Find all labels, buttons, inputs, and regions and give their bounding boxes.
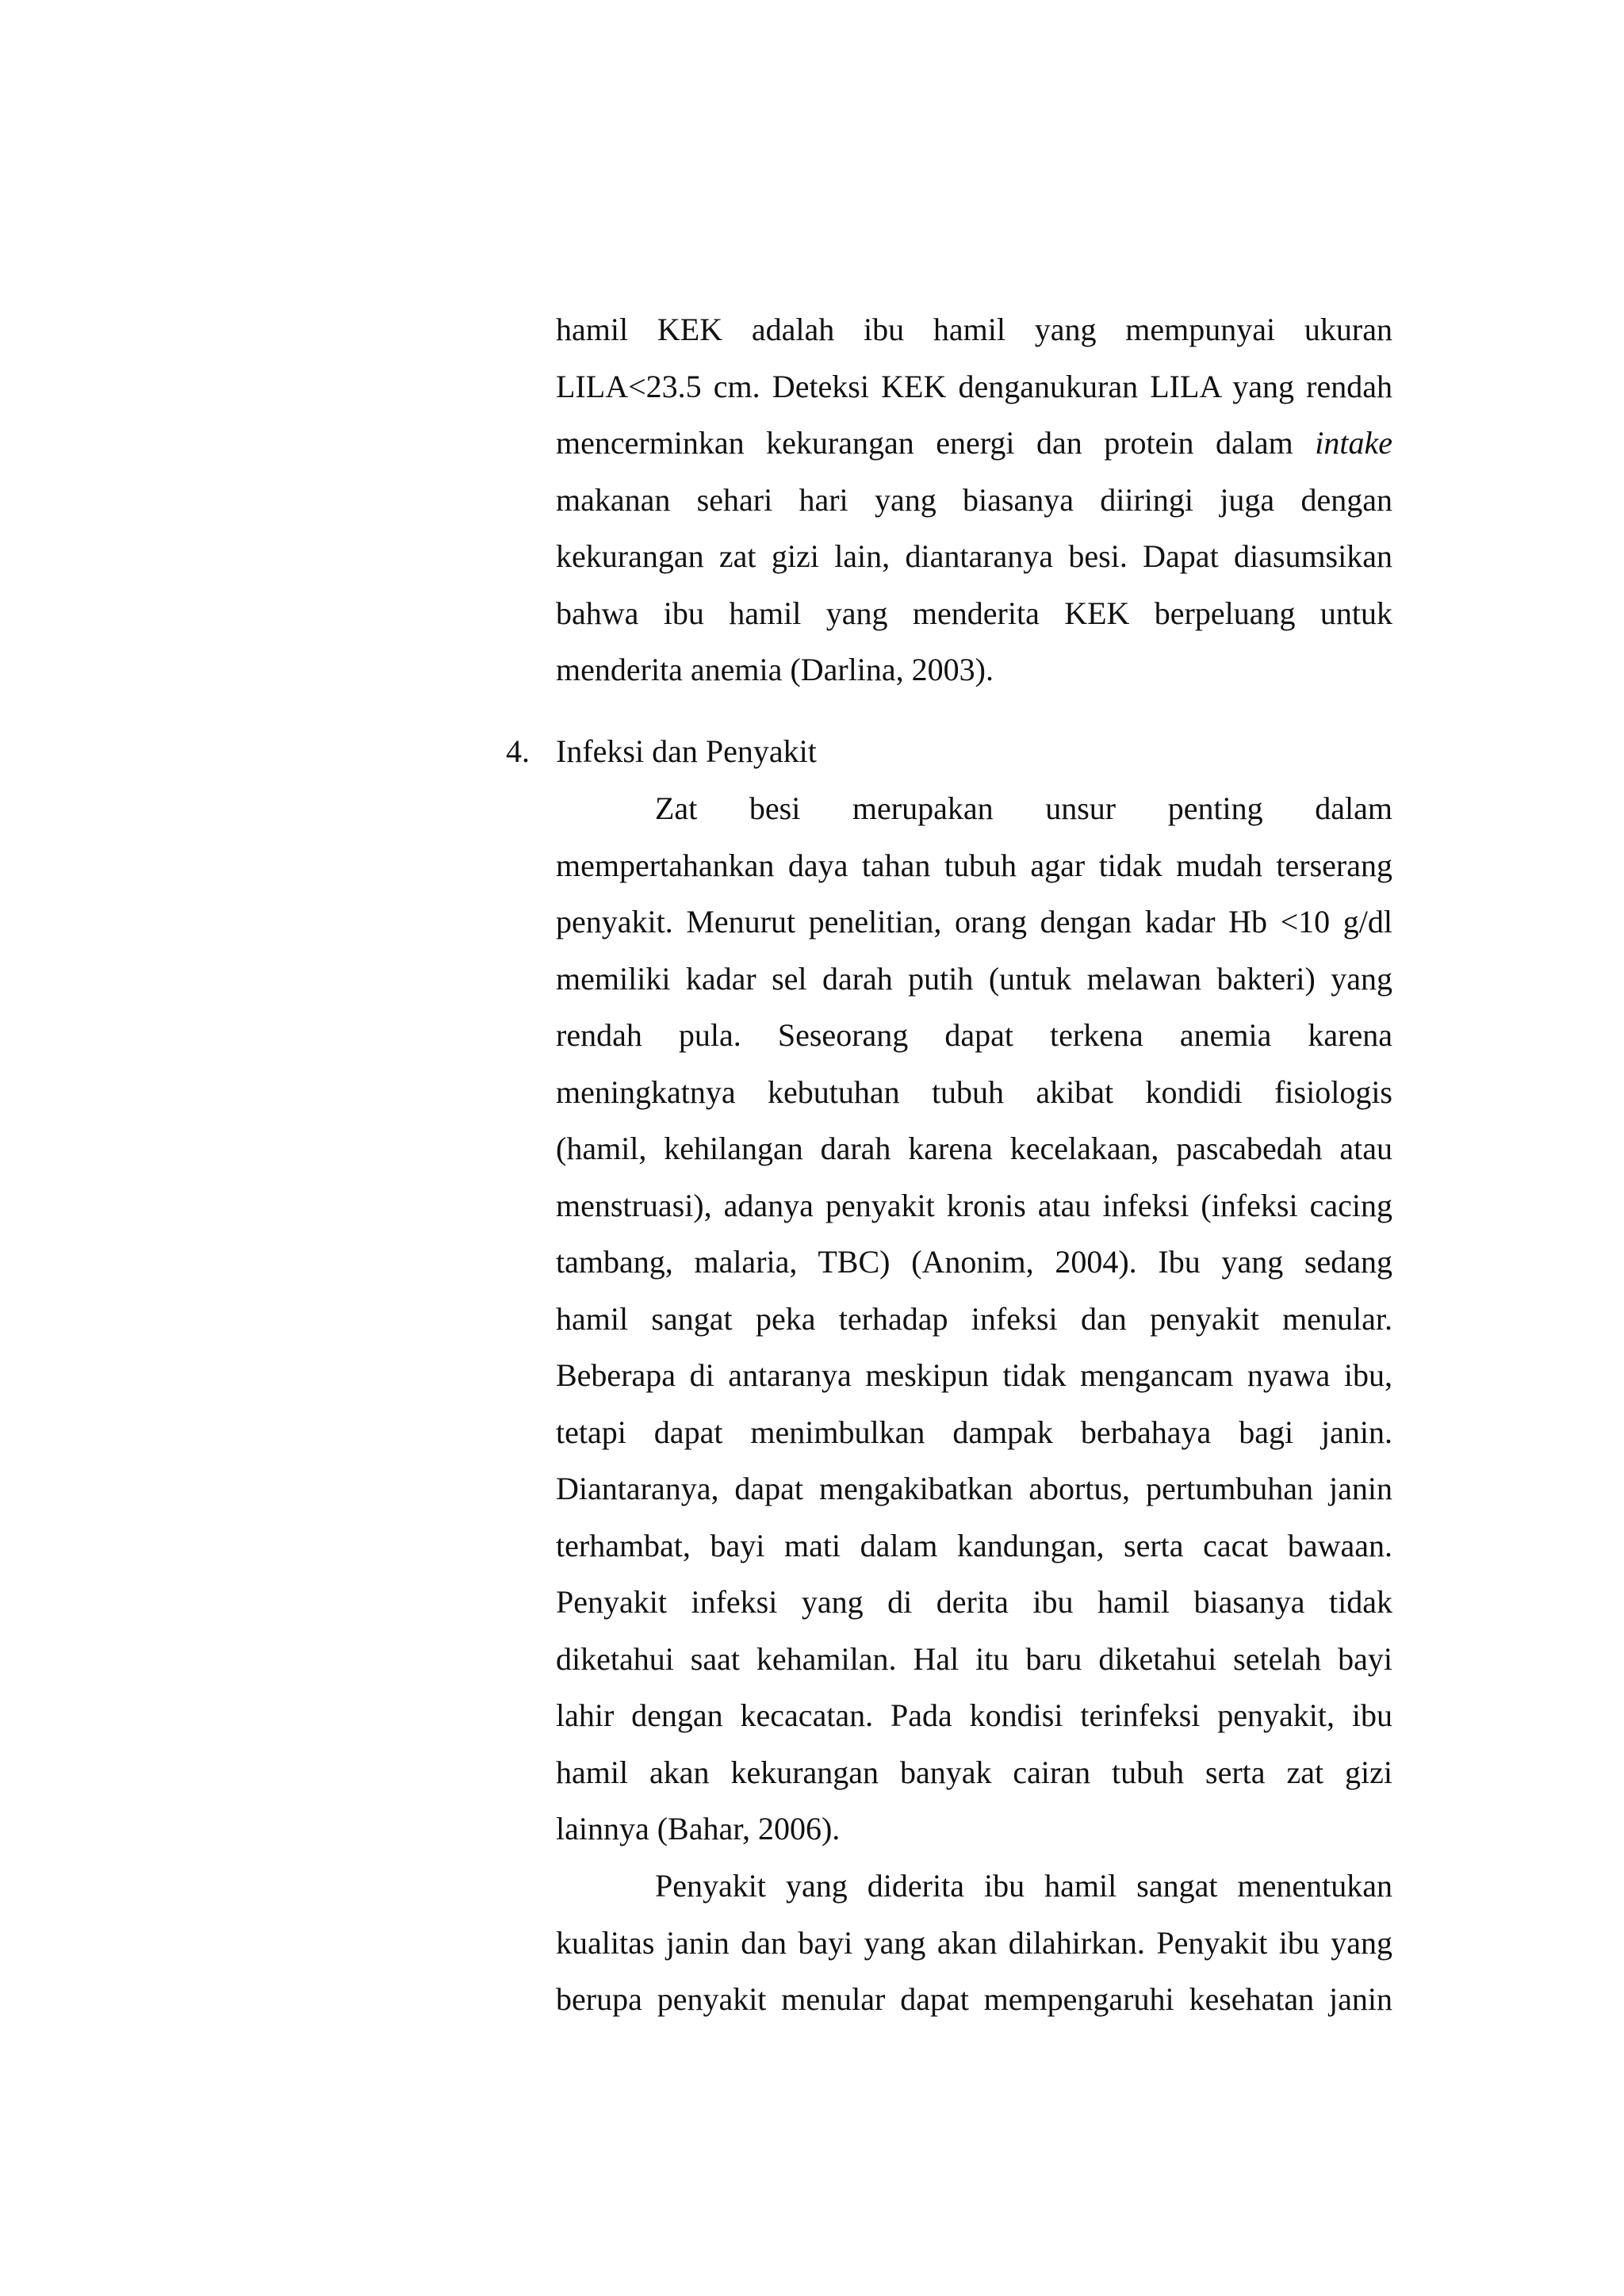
paragraph-infeksi-penyakit bbox=[556, 780, 1392, 1858]
italic-term: intake bbox=[1315, 425, 1392, 461]
section-title: Infeksi dan Penyakit bbox=[556, 733, 817, 769]
text-line: Penyakit yang diderita ibu hamil sangat menentukan bbox=[655, 1868, 1392, 1904]
text-line: diketahui saat kehamilan. Hal itu baru diketahui setelah bayi bbox=[556, 1640, 1392, 1677]
text-line: bahwa ibu hamil yang menderita KEK berpeluang untuk bbox=[556, 595, 1392, 631]
text-line: hamil KEK adalah ibu hamil yang mempunyai ukuran bbox=[556, 312, 1392, 347]
text-line: hamil akan kekurangan banyak cairan tubuh serta zat gizi bbox=[556, 1754, 1392, 1790]
section-number: 4. bbox=[506, 733, 530, 769]
text-line: tetapi dapat menimbulkan dampak berbahaya bagi janin. bbox=[556, 1414, 1392, 1450]
text-line: mempertahankan daya tahan tubuh agar tidak mudah terserang bbox=[556, 847, 1392, 883]
text-line: meningkatnya kebutuhan tubuh akibat kondidi fisiologis bbox=[556, 1073, 1392, 1110]
text-line: berupa penyakit menular dapat mempengaruhi kesehatan janin bbox=[556, 1981, 1392, 2017]
text-line: rendah pula. Seseorang dapat terkena anemia karena bbox=[556, 1017, 1392, 1053]
text-line: Beberapa di antaranya meskipun tidak mengancam nyawa ibu, bbox=[556, 1357, 1392, 1393]
text-line: penyakit. Menurut penelitian, orang dengan kadar Hb <10 g/dl bbox=[556, 904, 1392, 939]
text-line: tambang, malaria, TBC) (Anonim, 2004). Ibu yang sedang bbox=[556, 1244, 1392, 1280]
text-line: makanan sehari hari yang biasanya diiringi juga dengan bbox=[556, 481, 1392, 518]
paragraph-lila-kek bbox=[556, 301, 1392, 698]
text-line: kualitas janin dan bayi yang akan dilahirkan. Penyakit ibu yang bbox=[556, 1924, 1392, 1961]
text-line: terhambat, bayi mati dalam kandungan, serta cacat bawaan. bbox=[556, 1527, 1392, 1563]
text-line: menstruasi), adanya penyakit kronis atau infeksi (infeksi cacing bbox=[556, 1187, 1392, 1223]
text-line: lahir dengan kecacatan. Pada kondisi terinfeksi penyakit, ibu bbox=[556, 1697, 1392, 1733]
text-line: Diantaranya, dapat mengakibatkan abortus, pertumbuhan janin bbox=[556, 1471, 1392, 1506]
text-line: memiliki kadar sel darah putih (untuk melawan bakteri) yang bbox=[556, 960, 1392, 997]
paragraph-penyakit-ibu bbox=[556, 1858, 1392, 2028]
text-line bbox=[556, 415, 1392, 472]
section-heading bbox=[506, 723, 1392, 780]
text-line: lainnya (Bahar, 2006). bbox=[556, 1811, 841, 1846]
text-line: (hamil, kehilangan darah karena kecelakaan, pascabedah atau bbox=[556, 1131, 1392, 1166]
text-line-segment: mencerminkan kekurangan energi dan protein dalam bbox=[556, 425, 1293, 461]
text-line: hamil sangat peka terhadap infeksi dan penyakit menular. bbox=[556, 1300, 1392, 1337]
text-line: Penyakit infeksi yang di derita ibu hamil biasanya tidak bbox=[556, 1584, 1392, 1620]
text-line: kekurangan zat gizi lain, diantaranya besi. Dapat diasumsikan bbox=[556, 538, 1392, 574]
text-line: menderita anemia (Darlina, 2003). bbox=[556, 652, 994, 687]
text-line: LILA<23.5 cm. Deteksi KEK denganukuran LILA yang rendah bbox=[556, 368, 1392, 404]
text-line: Zat besi merupakan unsur penting dalam bbox=[655, 790, 1392, 826]
